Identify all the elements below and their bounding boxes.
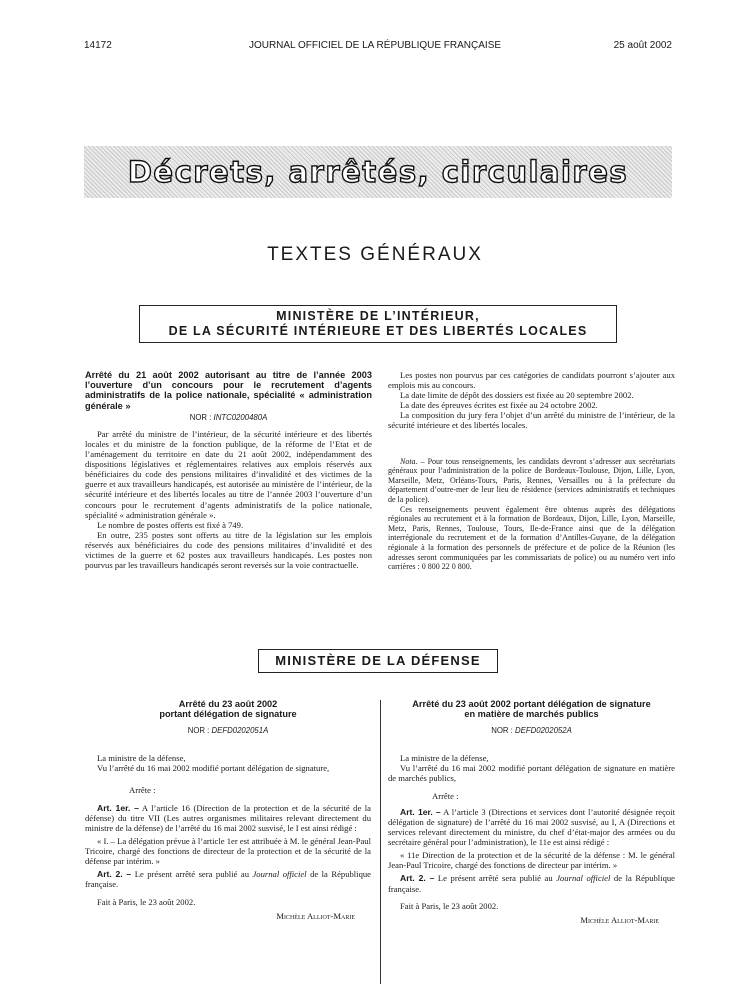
article-label: Art. 2. – [400,873,435,884]
nor-label: NOR : [187,726,212,736]
nota-paragraph [388,457,675,505]
arrete-concours-column-right [388,370,675,572]
nota-text: – Pour tous renseignements, les candidats devront s’adresser aux secrétariats généraux pour l’administration de la police de Bordeaux-Toulouse, Dijon, Lille, Lyon, Marseille, Metz, Orléans-Tours, Paris, Rennes, Versailles ou à la préfecture du département d’outre-mer de leur lieu de résidence (services administratifs et techniques de la police). [388,456,675,504]
article-text: A l’article 16 (Direction de la protection et de la sécurité de la défense) du titre VII (Les autres organismes militaires relevant directement du ministre de la défense) de l’arrêté du 16 mai 2002 susvisé, le I est ainsi rédigé : [85,802,371,833]
arrete-verb: Arrête : [129,784,156,795]
ministry-interior-box [139,305,617,343]
journal-officiel-ref: Journal officiel [556,873,611,884]
ministry-interior-line2: DE LA SÉCURITÉ INTÉRIEURE ET DES LIBERTÉS LOCALES [168,324,588,338]
paragraph: Les postes non pourvus par ces catégories de candidats pourront s’ajouter aux emplois mis au concours. [388,370,675,391]
issue-date: 25 août 2002 [613,40,672,51]
journal-title: JOURNAL OFFICIEL DE LA RÉPUBLIQUE FRANÇAISE [248,40,502,51]
article-text: Le présent arrêté sera publié au [434,873,557,884]
paragraph: La ministre de la défense, [97,752,186,763]
arrete-title-line2: portant délégation de signature [159,709,297,720]
section-banner [84,146,672,198]
paragraph: La date limite de dépôt des dossiers est fixée au 20 septembre 2002. [400,390,634,401]
article-2 [85,869,371,889]
article-text: de la République française. [388,873,675,894]
arrete-title-line2: en matière de marchés publics [464,709,599,720]
nota-paragraph-2: Ces renseignements peuvent également être obtenus auprès des délégations régionales au recrutement et à la formation de Bordeaux, Dijon, Lille, Lyon, Marseille, Metz, Paris, Rennes, Toulouse, Tours, Ile-de-France ainsi que de la délégation interrégionale du recrutement et de la formation d’Antilles-Guyane, de la délégation régionale à la formation des personnels de préfecture et de police de la Réunion (les adresses seront communiquées par les commissariats de police) ou au numéro vert info carrières : 0 800 22 0 800. [388,504,675,572]
article-text: Le présent arrêté sera publié au [131,869,253,880]
article-2 [388,873,675,893]
article-1-quote: « 11e Direction de la protection et de la sécurité de la défense : M. le général Jean-Paul Tricoire, chargé des fonctions de directeur par intérim. » [388,850,675,871]
article-text: A l’article 3 (Directions et services dont l’autorité désignée reçoit délégation de signature) de l’arrêté du 16 mai 2002 susvisé, au I, A (Directions et services relevant directement du ministre, du chef d’état-major des armées ou du secrétaire général pour l’administration), le 11e est ainsi rédigé : [388,806,676,848]
arrete-title-line1: Arrêté du 23 août 2002 [178,699,278,709]
nor-label: NOR : [189,412,214,422]
nor-reference [388,726,675,736]
article-1 [85,803,371,833]
ministry-defense-box: MINISTÈRE DE LA DÉFENSE [258,649,498,673]
nor-code: DEFD0202051A [211,726,269,736]
section-title: TEXTES GÉNÉRAUX [267,244,483,265]
signature: Michèle Alliot-Marie [580,914,659,925]
arrete-verb: Arrête : [432,790,459,801]
article-text: de la République française. [85,869,371,890]
arrete-title-line1: Arrêté du 23 août 2002 portant délégation de signature [412,699,651,709]
signature: Michèle Alliot-Marie [276,910,355,921]
paragraph: En outre, 235 postes sont offerts au titre de la législation sur les emplois réservés aux bénéficiaires du code des pensions militaires d’invalidité et des victimes de la guerre et 62 postes aux travailleurs handicapés. Les postes non pourvus par les travailleurs handicapés seront reversés sur la voie contractuelle. [85,529,372,571]
arrete-concours-title: Arrêté du 21 août 2002 autorisant au titre de l’année 2003 l’ouverture d’un concours pour le recrutement d’agents administratifs de la police nationale, spécialité « administration générale » [85,370,372,411]
nota-label: Nota. [400,456,418,466]
page-number: 14172 [84,40,112,51]
paragraph: Le nombre de postes offerts est fixé à 749. [97,519,244,530]
paragraph: La composition du jury fera l’objet d’un arrêté du ministre de l’intérieur, de la sécurité intérieure et des libertés locales. [388,410,675,431]
ministry-interior-line1: MINISTÈRE DE L’INTÉRIEUR, [276,309,480,323]
paragraph: Vu l’arrêté du 16 mai 2002 modifié portant délégation de signature, [97,762,330,773]
fait-a-paris: Fait à Paris, le 23 août 2002. [400,900,499,911]
arrete-title [388,699,675,719]
arrete-delegation-signature [85,699,371,921]
nor-label: NOR : [491,726,516,736]
paragraph: Par arrêté du ministre de l’intérieur, de la sécurité intérieure et des libertés locales et du ministre de la fonction publique, de la réforme de l’Etat et de l’aménagement du territoire en date du 21 août 2002, indépendamment des dispositions législatives et réglementaires relatives aux emplois réservés aux bénéficiaires du code des pensions militaires d’invalidité et des victimes de la guerre et aux travailleurs handicapés, est autorisée au ministère de l’intérieur, de la sécurité intérieure et des libertés locales au titre de l’année 2003 l’ouverture d’un concours pour le recrutement d’agents administratifs de la police nationale, spécialité « administration générale ». [85,428,372,520]
nor-code: INTC0200480A [213,412,268,422]
journal-officiel-ref: Journal officiel [252,869,307,880]
article-label: Art. 2. – [97,869,132,880]
nor-reference [85,413,372,423]
article-label: Art. 1er. – [400,806,441,817]
banner-title: Décrets, arrêtés, circulaires [127,155,629,189]
paragraph: La ministre de la défense, [400,752,489,763]
arrete-delegation-marches [388,699,675,925]
arrete-title [85,699,371,719]
article-1 [388,807,675,847]
nor-reference [85,726,371,736]
nor-code: DEFD0202052A [515,726,572,736]
article-label: Art. 1er. – [97,802,139,813]
fait-a-paris: Fait à Paris, le 23 août 2002. [97,896,196,907]
arrete-concours-column-left [85,370,372,570]
column-divider [380,700,381,984]
paragraph: Vu l’arrêté du 16 mai 2002 modifié portant délégation de signature en matière de marchés publics, [388,762,675,783]
article-1-quote: « I. – La délégation prévue à l’article 1er est attribuée à M. le général Jean-Paul Tricoire, chargé des fonctions de directeur de la protection et de la sécurité de la défense par intérim. » [85,836,371,867]
paragraph: La date des épreuves écrites est fixée au 24 octobre 2002. [400,400,598,411]
